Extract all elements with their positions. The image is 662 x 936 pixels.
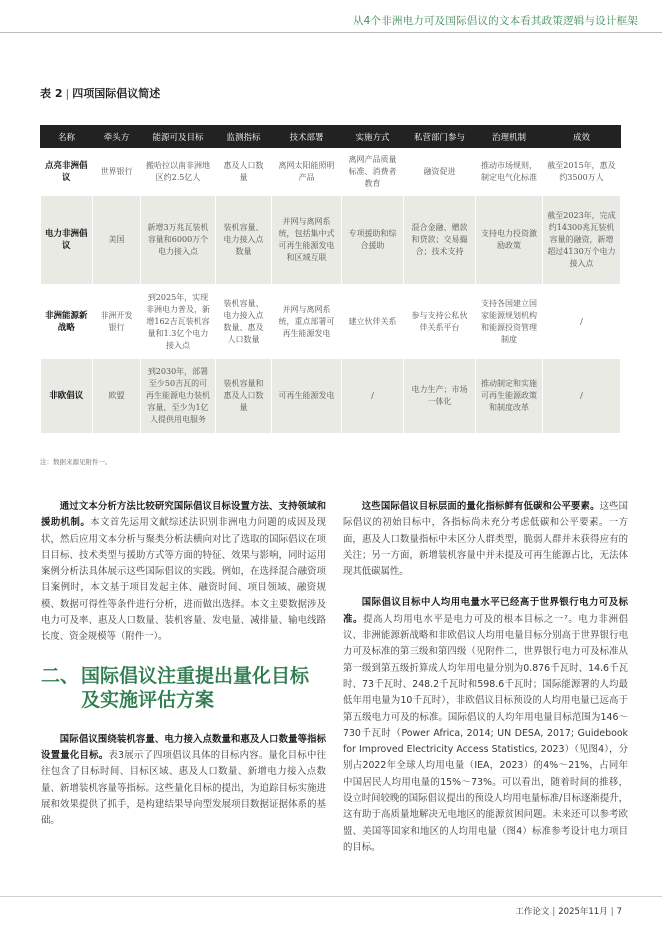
footer-series: 工作论文 xyxy=(515,907,550,917)
section-heading xyxy=(41,664,326,712)
paragraph xyxy=(41,499,326,646)
table-cell: 混合金融、赠款和贷款；交易撮合；技术支持 xyxy=(404,196,476,285)
column-header: 成效 xyxy=(543,126,621,148)
footer-separator: | xyxy=(610,907,614,917)
table-cell: 截至2015年，惠及约3500万人 xyxy=(543,148,621,196)
column-header: 名称 xyxy=(41,126,93,148)
column-header: 治理机制 xyxy=(476,126,543,148)
row-name: 电力非洲倡议 xyxy=(41,196,93,285)
table-row xyxy=(41,359,621,434)
table-cell: 离网太阳能照明产品 xyxy=(272,148,342,196)
table-cell: 装机容量和惠及人口数量 xyxy=(216,359,272,434)
table-note: 注：数据来源见附件一。 xyxy=(40,458,112,466)
table-cell: 到2030年，部署至少50吉瓦的可再生能源电力装机容量，至少为1亿人提供用电服务 xyxy=(141,359,216,434)
table-title: 四项国际倡议简述 xyxy=(72,87,161,100)
table-cell: / xyxy=(543,285,621,359)
table-cell: 美国 xyxy=(93,196,141,285)
row-name: 点亮非洲倡议 xyxy=(41,148,93,196)
table-cell: 到2025年，实现非洲电力普及，新增162吉瓦装机容量和1.3亿个电力接入点 xyxy=(141,285,216,359)
table-number: 表 2 xyxy=(40,87,63,100)
table-cell: 参与支持公私伙伴关系平台 xyxy=(404,285,476,359)
table-cell: 非洲开发银行 xyxy=(93,285,141,359)
table-cell: / xyxy=(342,359,404,434)
paragraph-lead: 这些国际倡议目标层面的量化指标鲜有低碳和公平要素。 xyxy=(361,501,600,512)
table-cell: 可再生能源发电 xyxy=(272,359,342,434)
footer xyxy=(515,905,622,917)
table-cell: 新增3万兆瓦装机容量和6000万个电力接入点 xyxy=(141,196,216,285)
table-cell: 搬哈拉以南非洲地区约2.5亿人 xyxy=(141,148,216,196)
left-column xyxy=(41,499,326,829)
footer-separator: | xyxy=(552,907,556,917)
table-caption xyxy=(40,85,160,101)
table-cell: 支持电力投资激励政策 xyxy=(476,196,543,285)
footer-rule xyxy=(0,896,662,897)
table-header-row xyxy=(41,126,621,148)
table-cell: 推动市场规则，制定电气化标准 xyxy=(476,148,543,196)
page-number: 7 xyxy=(616,907,622,917)
right-column xyxy=(343,499,628,856)
column-header: 私营部门参与 xyxy=(404,126,476,148)
table-cell: 支持各国建立国家能源规划机构和能源投资管理制度 xyxy=(476,285,543,359)
paragraph-text: 本文首先运用文献综述法识别非洲电力问题的成因及现状，然后应用文本分析与聚类分析法横向对比了选取的国际倡议在项目目标、技术类型与援助方式等方面的特征、效果与影响，同时运用案例分析法具体展示这些国际倡议的实践。例如，在选择混合融资项目案例时，本文基于项目发起主体、融资时间、项目领域、融资规模、数据可得性等条件进行分析，进而做出选择。本文主要数据涉及电力可及率、惠及人口数量、装机容量、发电量、减排量、输电线路长度、资金规模等（附件一）。 xyxy=(41,517,326,643)
table-cell: 欧盟 xyxy=(93,359,141,434)
table-cell: 截至2023年，完成约14300兆瓦装机容量的融资，新增超过4130万个电力接入点 xyxy=(543,196,621,285)
column-header: 监测指标 xyxy=(216,126,272,148)
row-name: 非洲能源新战略 xyxy=(41,285,93,359)
table-row xyxy=(41,196,621,285)
table-cell: 装机容量、电力接入点数量 xyxy=(216,196,272,285)
section-title-line2: 及实施评估方案 xyxy=(81,688,215,711)
paragraph-lead: 国际倡议围绕装机容量、电力接入点数量和惠及人口数量等指标设置量化目标。 xyxy=(41,733,326,761)
table-cell: 电力生产；市场一体化 xyxy=(404,359,476,434)
paragraph-text: 提高人均用电水平是电力可及的根本目标之一⁷。电力非洲倡议、非洲能源新战略和非欧倡议人均用电量目标分别高于世界银行电力可及标准的第三级和第四级（见附件二，世界银行电力可及标准从第一级到第五级折算成人均年用电量分别为0.876千瓦时、14.6千瓦时、73千瓦时、248.2千瓦时和598.6千瓦时；国际能源署的人均最低年用电量为10千瓦时），非欧倡议目标预设的人均用电量已远高于第五级电力可及的标准。国际倡议的人均年用电量目标范围为146～730千瓦时（Power Africa, 2014; UN DESA, 2017; Guidebook for Improved Electricity Access Statistics, 2023）（见图4），分别占2022年全球人均用电量（IEA，2023）的4%～21%，占同年中国居民人均用电量的15%～73%。可以看出，随着时间的推移，设立时间较晚的国际倡议提出的预设人均用电量标准/目标逐渐提升，这有助于高质量地解决无电地区的能源贫困问题。未来还可以参考欧盟、美国等国家和地区的人均用电量（图4）标准参考设计电力项目的目标。 xyxy=(343,613,628,853)
table-cell: 并网与离网系统，包括集中式可再生能源发电和区域互联 xyxy=(272,196,342,285)
footer-date: 2025年11月 xyxy=(558,907,608,917)
paragraph xyxy=(343,595,628,856)
table-cell: 推动制定和实施可再生能源政策和制度改革 xyxy=(476,359,543,434)
column-header: 技术部署 xyxy=(272,126,342,148)
table-cell: 惠及人口数量 xyxy=(216,148,272,196)
table-row xyxy=(41,148,621,196)
table-cell: 融资促进 xyxy=(404,148,476,196)
column-header: 实施方式 xyxy=(342,126,404,148)
table-cell: 建立伙伴关系 xyxy=(342,285,404,359)
table-row xyxy=(41,285,621,359)
paragraph-text: 这些国际倡议的初始目标中，各指标尚未充分考虑低碳和公平要素。一方面，惠及人口数量指标中未区分人群类型，脆弱人群并未获得应有的关注；另一方面，新增装机容量中并未提及可再生能源占比，无法体现其低碳属性。 xyxy=(343,501,628,578)
paragraph xyxy=(343,499,628,580)
running-title: 从4个非洲电力可及国际倡议的文本看其政策逻辑与设计框架 xyxy=(352,15,638,27)
table-cell: 专项援助和综合援助 xyxy=(342,196,404,285)
row-name: 非欧倡议 xyxy=(41,359,93,434)
header-rule xyxy=(0,32,662,33)
paragraph-text: 表3展示了四项倡议具体的目标内容。量化目标中往往包含了目标时间、目标区域、惠及人口数量、新增电力接入点数量、新增装机容量等指标。这些量化目标的提出，为追踪目标实施进展和效果提供了抓手，是构建结果导向型发展项目数据证据体系的基础。 xyxy=(41,749,326,827)
column-header: 能源可及目标 xyxy=(141,126,216,148)
table-cell: 世界银行 xyxy=(93,148,141,196)
table-cell: 离网产品质量标准、消费者教育 xyxy=(342,148,404,196)
caption-separator: | xyxy=(65,87,70,100)
paragraph-lead: 国际倡议目标中人均用电量水平已经高于世界银行电力可及标准。 xyxy=(343,597,628,625)
table-cell: 装机容量、电力接入点数量、惠及人口数量 xyxy=(216,285,272,359)
initiatives-table xyxy=(40,125,621,434)
section-number: 二、 xyxy=(41,664,80,687)
section-title-line1: 国际倡议注重提出量化目标 xyxy=(81,664,310,687)
table-cell: 并网与离网系统，重点部署可再生能源发电 xyxy=(272,285,342,359)
paragraph xyxy=(41,732,326,830)
paragraph-lead: 通过文本分析方法比较研究国际倡议目标设置方法、支持领域和援助机制。 xyxy=(41,501,326,529)
table-cell: / xyxy=(543,359,621,434)
column-header: 牵头方 xyxy=(93,126,141,148)
